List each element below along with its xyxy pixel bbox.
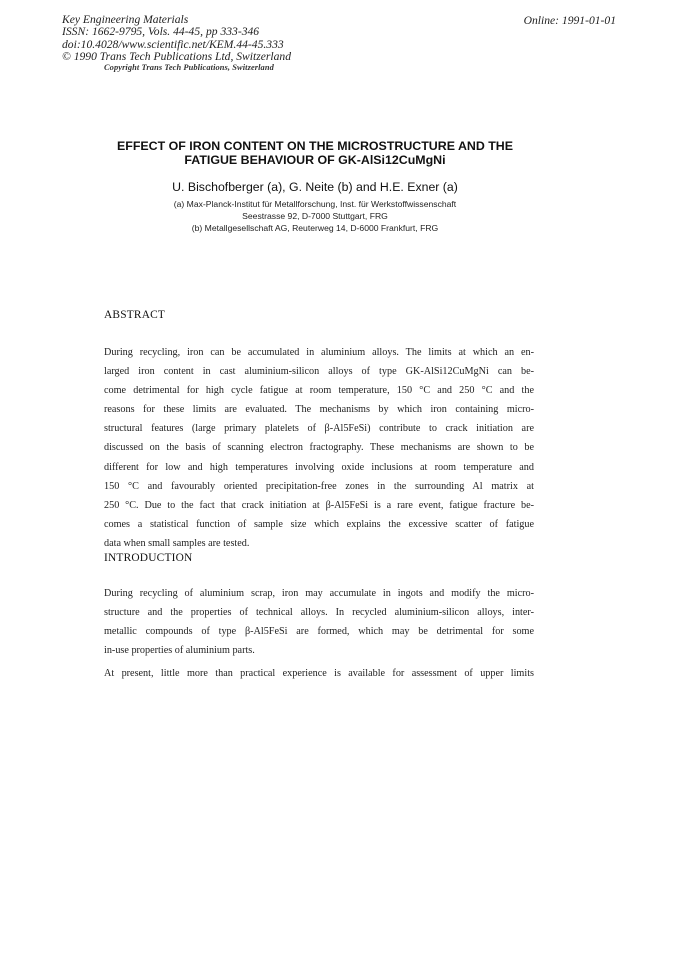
abstract-line: structural features (large primary platelets of β-Al5FeSi) contribute to crack initiation are (104, 423, 534, 435)
abstract-line: 150 °C and favourably oriented precipitation-free zones in the surrounding Al matrix at (104, 480, 534, 492)
title-line-2: FATIGUE BEHAVIOUR OF GK-AlSi12CuMgNi (184, 153, 446, 167)
introduction-line: structure and the properties of technical alloys. In recycled aluminium-silicon alloys, inter- (104, 607, 534, 619)
abstract-line: During recycling, iron can be accumulated in aluminium alloys. The limits at which an en- (104, 347, 534, 358)
abstract-line: discussed on the basis of scanning electron fractography. These mechanisms are shown to be (104, 442, 534, 454)
title-line-1: EFFECT OF IRON CONTENT ON THE MICROSTRUCTURE AND THE (116, 139, 514, 153)
copyright-stamp: Copyright Trans Tech Publications, Switzerland (104, 63, 274, 72)
paper-title (100, 139, 530, 167)
introduction-line: During recycling of aluminium scrap, iron may accumulate in ingots and modify the micro- (104, 588, 534, 599)
abstract-line: different for low and high temperatures involving oxide inclusions at room temperature and (104, 461, 534, 473)
introduction-paragraph-2 (104, 664, 534, 683)
issn-line: ISSN: 1662-9795, Vols. 44-45, pp 333-346 (62, 25, 260, 39)
affiliation-b: (b) Metallgesellschaft AG, Reuterweg 14, D-6000 Frankfurt, FRG (191, 223, 439, 233)
online-date: Online: 1991-01-01 (523, 14, 616, 27)
introduction-paragraph-1 (104, 584, 534, 660)
introduction-line: metallic compounds of type β-Al5FeSi are formed, which may be detrimental for some (104, 626, 534, 638)
abstract-line: reasons for these limits are evaluated. The mechanisms by which iron containing micro- (104, 404, 534, 416)
publisher-line: © 1990 Trans Tech Publications Ltd, Switzerland (62, 50, 292, 64)
affiliations (100, 198, 530, 234)
introduction-line: in-use properties of aluminium parts. (104, 645, 255, 657)
abstract-line: 250 °C. Due to the fact that crack initiation at β-Al5FeSi is a rare event, fatigue fracture be- (104, 499, 534, 511)
abstract-line: larged iron content in cast aluminium-silicon alloys of type GK-AlSi12CuMgNi can be- (104, 366, 534, 378)
abstract-heading: ABSTRACT (104, 309, 166, 321)
journal-header (62, 14, 291, 64)
affiliation-a-line-1: (a) Max-Planck-Institut für Metallforschung, Inst. für Werkstoffwissenschaft (173, 199, 457, 209)
journal-name: Key Engineering Materials (62, 13, 189, 26)
abstract-line: data when small samples are tested. (104, 537, 250, 549)
affiliation-a-line-2: Seestrasse 92, D-7000 Stuttgart, FRG (242, 211, 388, 221)
author-list: U. Bischofberger (a), G. Neite (b) and H.E. Exner (a) (172, 180, 458, 194)
doi-line[interactable]: doi:10.4028/www.scientific.net/KEM.44-45.333 (62, 37, 284, 51)
introduction-line: At present, little more than practical experience is available for assessment of upper limits (104, 668, 534, 679)
introduction-heading: INTRODUCTION (104, 552, 193, 564)
abstract-line: come detrimental for high cycle fatigue at room temperature, 150 °C and 250 °C and the (104, 385, 534, 397)
abstract-body (104, 343, 534, 553)
abstract-line: comes a statistical function of sample size which explains the excessive scatter of fatigue (104, 518, 534, 530)
